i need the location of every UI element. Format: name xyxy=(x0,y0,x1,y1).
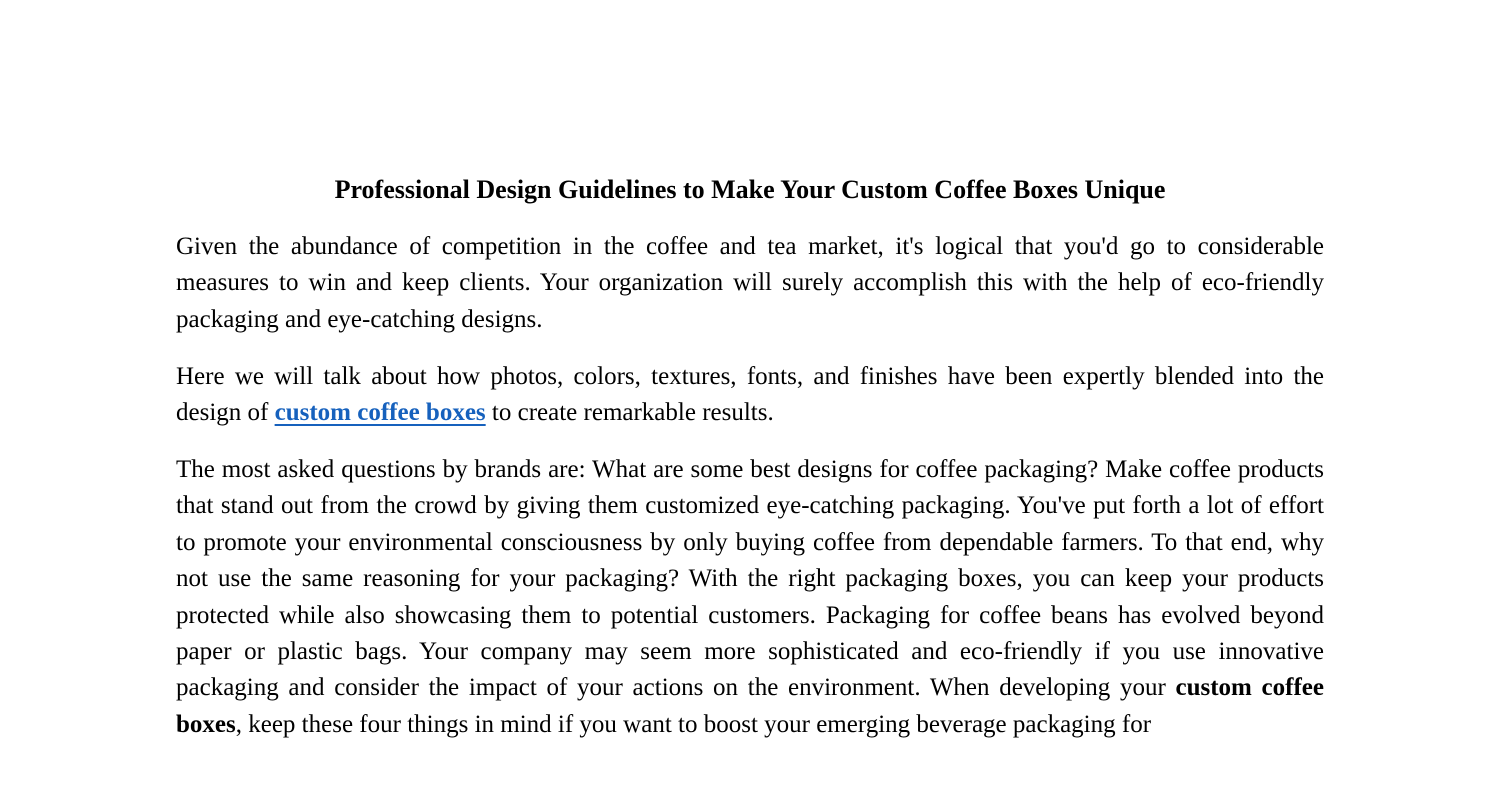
document-body xyxy=(176,229,1324,743)
text-run: Given the abundance of competition in the coffee and tea market, it's logical that you'd go to considerable measures to win and keep clients. Your organization will surely accomplish this with the help of eco-friendly packaging and eye-catching designs. xyxy=(176,232,1324,333)
paragraph xyxy=(176,229,1324,338)
paragraph xyxy=(176,452,1324,743)
text-run: to create remarkable results. xyxy=(485,399,774,427)
text-run: , keep these four things in mind if you want to boost your emerging beverage packaging for xyxy=(235,710,1152,738)
bold-text-run: custom coffee boxes xyxy=(176,674,1324,738)
custom-coffee-boxes-link[interactable]: custom coffee boxes xyxy=(274,399,486,427)
text-run: Here we will talk about how photos, colors, textures, fonts, and finishes have been expertly blended into the design of xyxy=(176,362,1324,427)
text-run: The most asked questions by brands are: What are some best designs for coffee packaging? Make coffee products that stand out from the crowd by giving them customized eye-catching packaging. You've put forth a lot of effort to promote your environmental consciousness by only buying coffee from dependable farmers. To that end, why not use the same reasoning for your packaging? With the right packaging boxes, you can keep your products protected while also showcasing them to potential customers. Packaging for coffee beans has evolved beyond paper or plastic bags. Your company may seem more sophisticated and eco-friendly if you use innovative packaging and consider the impact of your actions on the environment. When developing your xyxy=(176,455,1324,702)
paragraph xyxy=(176,359,1324,432)
document-title: Professional Design Guidelines to Make Your Custom Coffee Boxes Unique xyxy=(334,175,1166,204)
